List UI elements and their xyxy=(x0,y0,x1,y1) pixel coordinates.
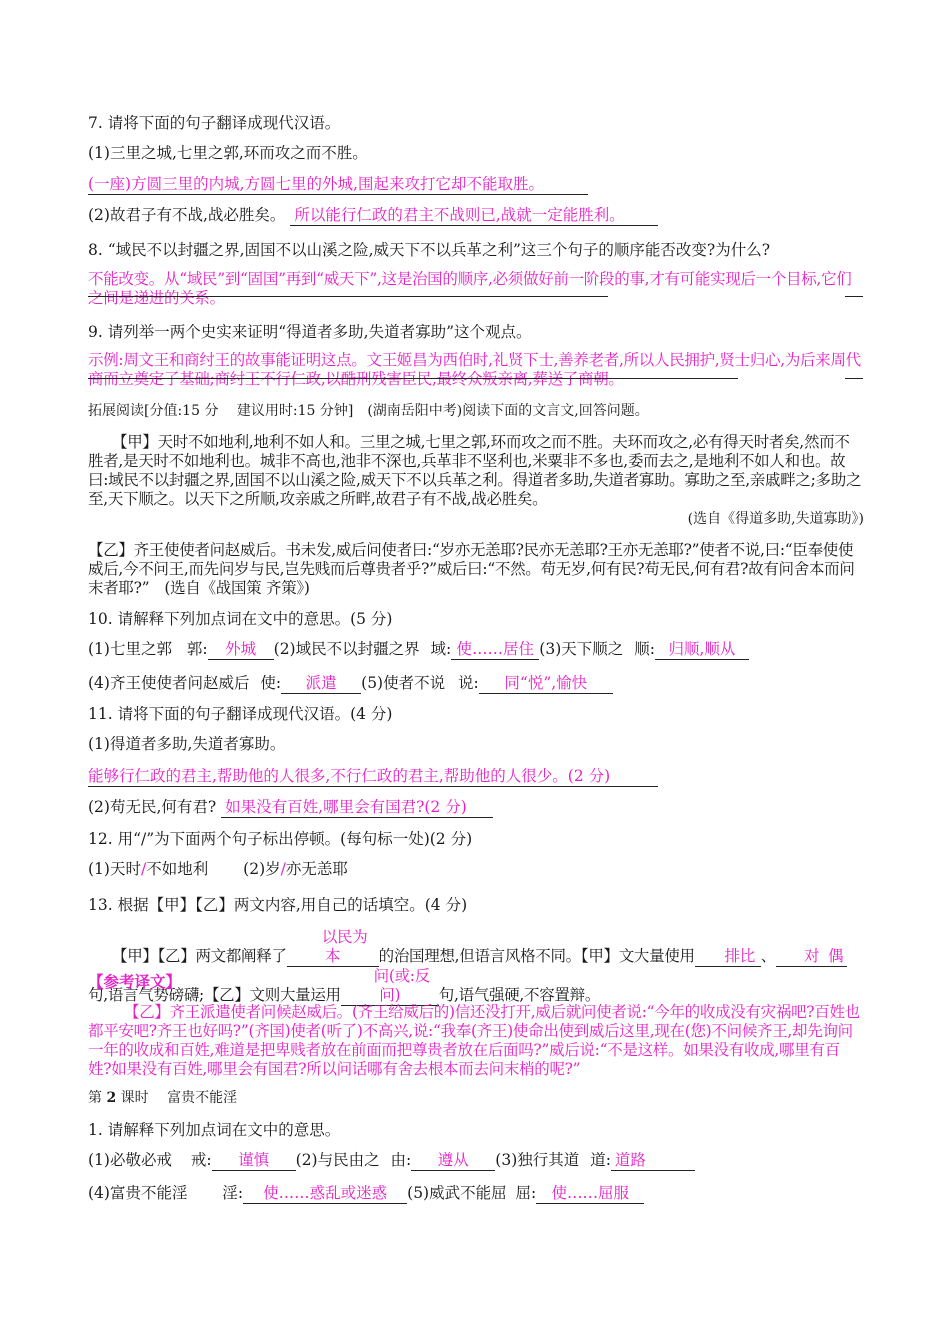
q9-answer-blank-end xyxy=(845,378,863,379)
q13-part-4: 句,语言气势磅礴;【乙】文则大量运用 xyxy=(88,986,341,1004)
q12-s1-part-a: (1)天时 xyxy=(88,860,141,878)
lesson-2-key-5: 屈: xyxy=(515,1184,537,1202)
q10-key-4: 使: xyxy=(260,674,282,692)
q13-part-1: 【甲】【乙】两文都阐释了 xyxy=(112,947,287,965)
q12-slash-2: / xyxy=(280,860,286,878)
q9-answer-underline xyxy=(88,378,738,379)
passage-yi: 【乙】齐王使使者问赵威后。书未发,威后问使者曰:“岁亦无恙耶?民亦无恙耶?王亦无恙耶?”使者不说,曰:“臣奉使使威后,今不问王,而先问岁与民,岂先贱而后尊贵者乎?”威后曰:“不然。苟无岁,何有民?苟无民,何有君?故有问舍本而问末者耶?” (选自《战国策 齐策》) xyxy=(88,541,855,597)
q10-key-3: 顺: xyxy=(634,640,655,658)
lesson-2-key-4: 淫: xyxy=(222,1184,244,1202)
lesson-2-answer-2: 遵从 xyxy=(411,1150,495,1171)
q10-answer-5: 同“悦”,愉快 xyxy=(479,673,613,694)
q11-sentence-2: (2)苟无民,何有君? xyxy=(88,798,217,816)
q11-answer-2: 如果没有百姓,哪里会有国君?(2 分) xyxy=(221,797,493,818)
lesson-2-item-1: (1)必敬必戒 xyxy=(88,1151,172,1169)
lesson-2-answer-4: 使……惑乱或迷惑 xyxy=(243,1183,407,1204)
q11-sentence-1: (1)得道者多助,失道者寡助。 xyxy=(88,735,286,753)
q8-answer-underline xyxy=(88,296,608,297)
q11-answer-1-row xyxy=(88,766,658,787)
lesson-2-item-2: (2)与民由之 xyxy=(295,1151,380,1169)
q10-item-1: (1)七里之郭 xyxy=(88,640,172,658)
q8-title: 8. “域民不以封疆之界,固国不以山溪之险,威天下不以兵革之利”这三个句子的顺序能否改变?为什么? xyxy=(88,241,771,259)
q13-blank-3b: 偶 xyxy=(804,947,847,967)
q10-key-5: 说: xyxy=(458,674,479,692)
q10-row-2 xyxy=(88,673,613,694)
q10-answer-2: 使……居住 xyxy=(451,639,539,660)
lesson-2-key-2: 由: xyxy=(390,1151,412,1169)
q13-part-5: 句,语气强硬,不容置辩。 xyxy=(438,986,601,1004)
q7-row-2 xyxy=(88,205,658,226)
q8-answer-blank-end xyxy=(845,296,863,297)
q12-s1-part-b: 不如地利 xyxy=(146,860,209,878)
extended-reading-header: 拓展阅读[分值:15 分 建议用时:15 分钟] (湖南岳阳中考)阅读下面的文言文,回答问题。 xyxy=(88,403,649,419)
q11-row-2 xyxy=(88,797,493,818)
q8-answer: 不能改变。从“域民”到“固国”再到“威天下”,这是治国的顺序,必须做好前一阶段的事,才有可能实现后一个目标,它们之间是递进的关系。 xyxy=(88,270,852,307)
q13-blank-3a: 对 xyxy=(776,947,804,967)
lesson-2-answer-3: 道路 xyxy=(611,1150,695,1171)
q10-title: 10. 请解释下列加点词在文中的意思。(5 分) xyxy=(88,610,393,628)
lesson-2-q1-row-1 xyxy=(88,1150,695,1171)
q13-blank-2: 排比 xyxy=(695,947,761,967)
q7-sentence-1: (1)三里之城,七里之郭,环而攻之而不胜。 xyxy=(88,144,368,162)
lesson-2-number: 2 xyxy=(106,1090,117,1106)
q10-item-2: (2)域民不以封疆之界 xyxy=(273,640,420,658)
q12-row xyxy=(88,859,348,879)
passage-jia-source: (选自《得道多助,失道寡助》) xyxy=(687,511,864,527)
q12-title: 12. 用“/”为下面两个句子标出停顿。(每句标一处)(2 分) xyxy=(88,830,473,848)
reference-translation-title: 【参考译文】 xyxy=(88,972,182,991)
q10-answer-4: 派遣 xyxy=(281,673,361,694)
q7-answer-2: 所以能行仁政的君主不战则已,战就一定能胜利。 xyxy=(290,205,658,226)
lesson-2-title-prefix: 第 xyxy=(88,1090,102,1106)
q13-blank-1: 以民为本 xyxy=(287,928,379,967)
q10-answer-1: 外城 xyxy=(208,639,274,660)
q7-title: 7. 请将下面的句子翻译成现代汉语。 xyxy=(88,114,341,132)
q12-s2-part-a: (2)岁 xyxy=(243,860,281,878)
q10-item-5: (5)使者不说 xyxy=(361,674,446,692)
q13-part-3: 、 xyxy=(760,947,776,965)
lesson-2-q1-row-2 xyxy=(88,1183,644,1204)
lesson-2-item-3: (3)独行其道 xyxy=(495,1151,580,1169)
q7-sentence-2: (2)故君子有不战,战必胜矣。 xyxy=(88,206,286,224)
lesson-2-answer-1: 谨慎 xyxy=(212,1150,296,1171)
q12-slash-1: / xyxy=(140,860,147,878)
q7-answer-1: (一座)方圆三里的内城,方圆七里的外城,围起来攻打它却不能取胜。 xyxy=(88,174,588,195)
lesson-2-key-1: 戒: xyxy=(190,1151,212,1169)
lesson-2-q1-title: 1. 请解释下列加点词在文中的意思。 xyxy=(88,1121,341,1139)
q11-answer-1: 能够行仁政的君主,帮助他的人很多,不行仁政的君主,帮助他的人很少。(2 分) xyxy=(88,766,658,787)
q10-answer-3: 归顺,顺从 xyxy=(655,639,749,660)
lesson-2-item-5: (5)威武不能屈 xyxy=(407,1184,507,1202)
lesson-2-key-3: 道: xyxy=(590,1151,611,1169)
q9-title: 9. 请列举一两个史实来证明“得道者多助,失道者寡助”这个观点。 xyxy=(88,323,532,341)
q10-key-1: 郭: xyxy=(186,640,208,658)
q10-row-1 xyxy=(88,639,749,660)
q13-part-2: 的治国理想,但语言风格不同。【甲】文大量使用 xyxy=(378,947,695,965)
q10-key-2: 域: xyxy=(430,640,452,658)
q7-answer-1-row xyxy=(88,174,588,195)
q13-blank-4: 问(或:反问) xyxy=(341,967,439,1006)
q13-fill-paragraph xyxy=(88,928,863,1006)
lesson-2-title-suffix: 课时 富贵不能淫 xyxy=(120,1090,238,1106)
passage-jia: 【甲】天时不如地利,地利不如人和。三里之城,七里之郭,环而攻之而不胜。夫环而攻之,必有得天时者矣,然而不胜者,是天时不如地利也。城非不高也,池非不深也,兵革非不坚利也,米粟非不多也,委而去之,是地利不如人和也。故曰:域民不以封疆之界,固国不以山溪之险,威天下不以兵革之利。得道者多助,失道者寡助。寡助之至,亲戚畔之;多助之至,天下顺之。以天下之所顺,攻亲戚之所畔,故君子有不战,战必胜矣。 xyxy=(88,433,862,508)
reference-translation-text: 【乙】齐王派遣使者问候赵威后。(齐王给威后的)信还没打开,威后就问使者说:“今年的收成没有灾祸吧?百姓也都平安吧?齐王也好吗?”(齐国)使者(听了)不高兴,说:“我奉(齐王)使命出使到威后这里,现在(您)不问候齐王,却先询问一年的收成和百姓,难道是把卑贱者放在前面而把尊贵者放在后面吗?”威后说:“不是这样。如果没有收成,哪里有百姓?如果没有百姓,哪里会有国君?所以问话哪有舍去根本而去问末梢的呢?” xyxy=(88,1003,860,1078)
q13-title: 13. 根据【甲】【乙】两文内容,用自己的话填空。(4 分) xyxy=(88,896,468,914)
q12-s2-part-b: 亦无恙耶 xyxy=(285,860,348,878)
q10-item-3: (3)天下顺之 xyxy=(539,640,624,658)
lesson-2-title xyxy=(88,1088,237,1108)
lesson-2-item-4: (4)富贵不能淫 xyxy=(88,1184,188,1202)
q11-title: 11. 请将下面的句子翻译成现代汉语。(4 分) xyxy=(88,705,393,723)
q10-item-4: (4)齐王使使者问赵威后 xyxy=(88,674,250,692)
lesson-2-answer-5: 使……屈服 xyxy=(536,1183,644,1204)
q9-answer: 示例:周文王和商纣王的故事能证明这点。文王姬昌为西伯时,礼贤下士,善养老者,所以人民拥护,贤士归心,为后来周代商而立奠定了基础;商纣王不行仁政,以酷刑残害臣民,最终众叛亲离,葬送了商朝。 xyxy=(88,351,861,388)
